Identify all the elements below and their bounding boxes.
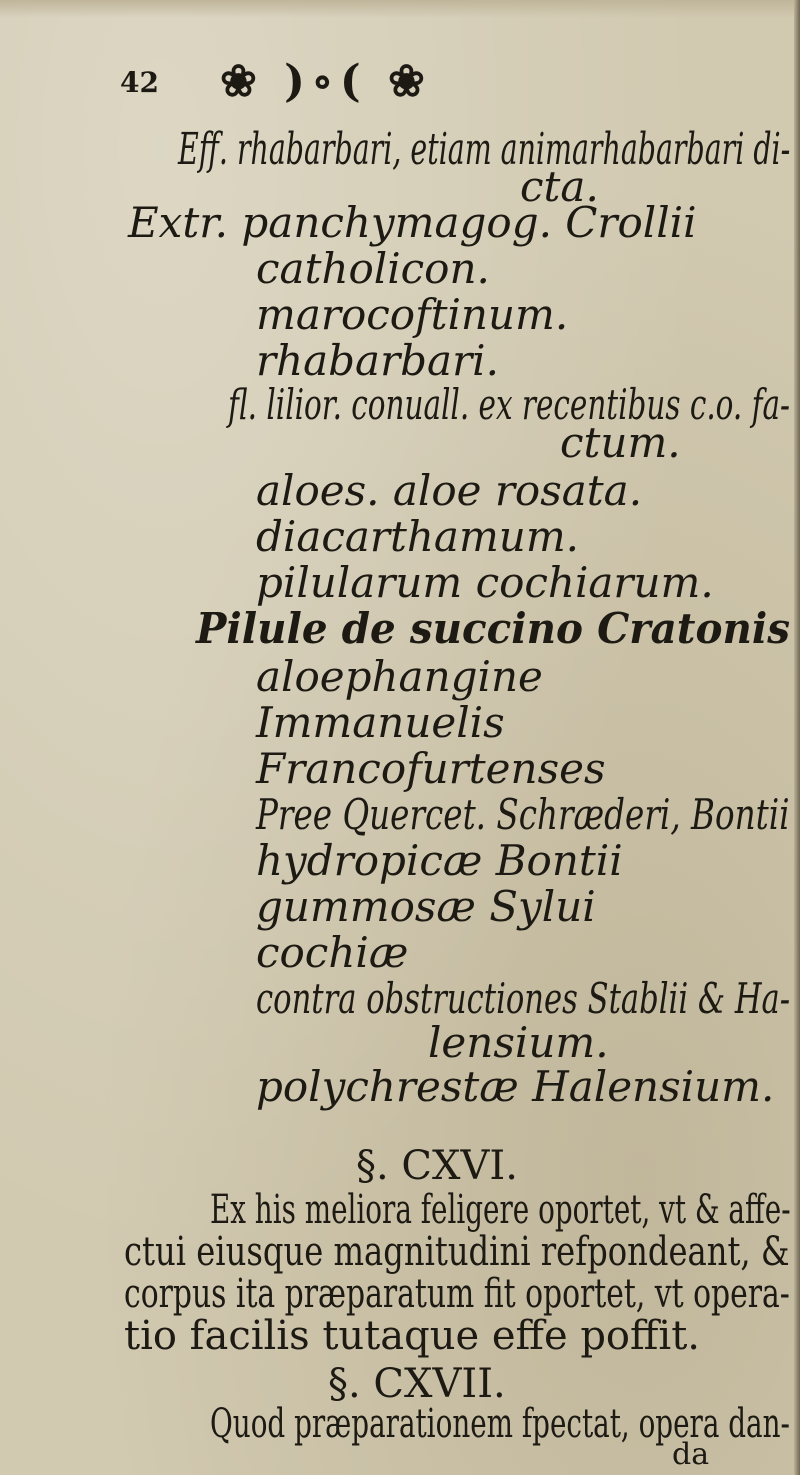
line-aloephangine: aloephangine <box>256 652 543 701</box>
section-cxvii-line-1: Quod præparationem fpectat, opera dan- <box>210 1401 790 1447</box>
header-ornament: ❀ )∘( ❀ <box>220 56 431 107</box>
section-cxvii-line-2: da <box>672 1437 710 1472</box>
line-pilularum: pilularum cochiarum. <box>256 558 714 607</box>
line-francofurtenses: Francofurtenses <box>256 744 606 793</box>
line-pree-quercet: Pree Quercet. Schræderi, Bontii <box>256 790 790 839</box>
page-top-edge <box>0 0 800 18</box>
line-fl-lilior-cont: ctum. <box>560 418 681 467</box>
line-extr: Extr. panchymagog. Crollii <box>128 198 697 247</box>
line-polychrestae: polychrestæ Halensium. <box>256 1062 775 1111</box>
line-eff-cont: cta. <box>520 162 599 211</box>
line-catholicon: catholicon. <box>256 244 490 293</box>
section-cxvi-line-4: tio facilis tutaque effe poffit. <box>124 1313 701 1359</box>
section-cxvi-line-2: ctui eiusque magnitudini refpondeant, & <box>124 1229 790 1275</box>
line-eff-rhabarbari: Eff. rhabarbari, etiam animarhabarbari di- <box>178 124 791 175</box>
line-pilule: Pilule de succino Cratonis <box>196 604 791 653</box>
line-rhabarbari: rhabarbari. <box>256 336 499 385</box>
section-heading-cxvi: §. CXVI. <box>356 1143 518 1189</box>
line-immanuelis: Immanuelis <box>256 698 505 747</box>
line-hydropicae: hydropicæ Bontii <box>256 836 623 885</box>
page-number: 42 <box>120 66 159 99</box>
line-gummosae: gummosæ Sylui <box>256 882 596 931</box>
line-contra: contra obstructiones Stablii & Ha- <box>256 974 791 1023</box>
line-fl-lilior: fl. lilior. conuall. ex recentibus c.o. fa- <box>228 380 791 429</box>
section-cxvi-line-1: Ex his meliora feligere oportet, vt & affe- <box>210 1187 791 1233</box>
section-cxvi-line-3: corpus ita præparatum fit oportet, vt opera- <box>124 1271 790 1317</box>
line-contra-cont: lensium. <box>428 1018 609 1067</box>
line-marocoftinum: marocoftinum. <box>256 290 569 339</box>
line-cochiae: cochiæ <box>256 928 409 977</box>
section-heading-cxvii: §. CXVII. <box>328 1361 506 1407</box>
line-aloes: aloes. aloe rosata. <box>256 466 643 515</box>
line-diacarthamum: diacarthamum. <box>256 512 580 561</box>
page-right-edge <box>794 0 800 1475</box>
